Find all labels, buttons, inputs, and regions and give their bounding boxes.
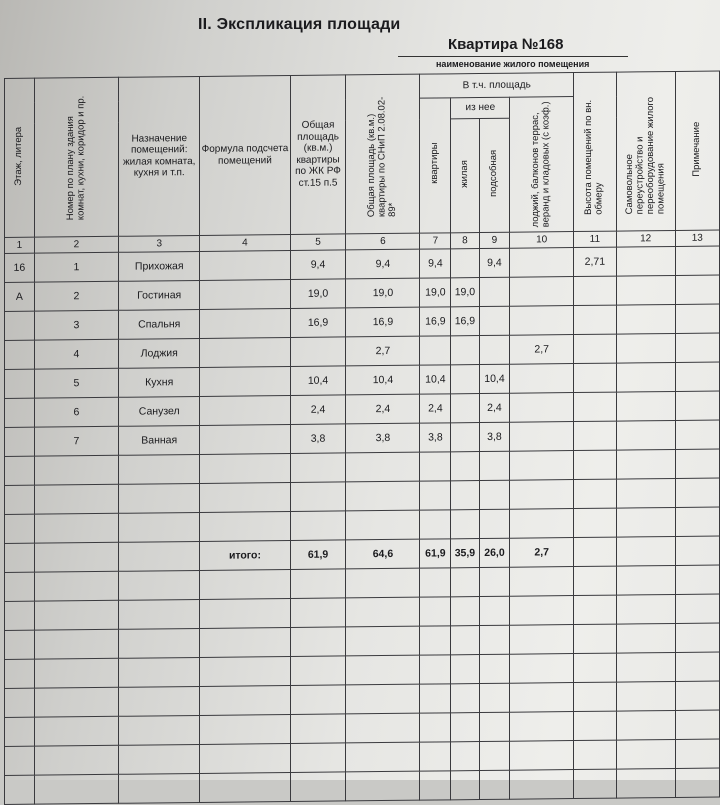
page-title: II. Экспликация площади — [198, 16, 401, 33]
area-zhk-cell: 9,4 — [290, 249, 346, 279]
empty-cell — [119, 541, 200, 571]
empty-cell — [675, 565, 719, 594]
empty-cell — [200, 656, 290, 686]
empty-cell — [616, 507, 675, 537]
area-zhk-cell: 16,9 — [290, 307, 346, 337]
header-formula: Формула подсчета помещений — [200, 76, 290, 235]
area-snip-cell: 2,4 — [346, 394, 420, 424]
empty-cell — [510, 508, 574, 538]
empty-cell — [346, 597, 420, 627]
empty-cell — [420, 654, 451, 683]
room-number-cell: 1 — [34, 252, 119, 282]
formula-cell — [200, 250, 290, 280]
empty-cell — [451, 567, 479, 596]
empty-cell — [479, 683, 510, 712]
empty-cell — [5, 630, 35, 659]
empty-cell — [616, 594, 675, 624]
empty-cell — [675, 768, 719, 797]
height-cell — [574, 305, 617, 334]
empty-cell — [34, 745, 119, 775]
auxiliary-area-cell: 9,4 — [479, 248, 510, 277]
empty-cell — [451, 596, 479, 625]
apartment-area-cell: 10,4 — [420, 364, 451, 393]
empty-cell — [420, 770, 451, 799]
empty-cell — [616, 565, 675, 595]
empty-cell — [119, 657, 200, 687]
empty-cell — [479, 480, 510, 509]
empty-cell — [119, 599, 200, 629]
empty-cell — [34, 542, 119, 572]
empty-cell — [420, 451, 451, 480]
formula-cell — [200, 424, 290, 454]
empty-cell — [616, 449, 675, 479]
empty-cell — [510, 595, 574, 625]
floor-cell: А — [5, 282, 35, 311]
unauthorized-cell — [616, 420, 675, 450]
empty-cell — [479, 654, 510, 683]
empty-cell — [290, 597, 346, 627]
floor-cell: 16 — [5, 253, 35, 282]
empty-cell — [616, 623, 675, 653]
empty-cell — [346, 742, 420, 772]
unauthorized-cell — [616, 362, 675, 392]
empty-cell — [200, 453, 290, 483]
loggia-area-cell — [510, 363, 574, 393]
empty-cell — [479, 509, 510, 538]
empty-cell — [200, 511, 290, 541]
total-s5-cell: 61,9 — [290, 539, 346, 569]
empty-cell — [479, 625, 510, 654]
height-cell — [574, 276, 617, 305]
empty-cell — [5, 746, 35, 775]
empty-cell — [574, 711, 617, 740]
empty-cell — [675, 507, 719, 536]
area-snip-cell: 10,4 — [346, 365, 420, 395]
empty-cell — [574, 537, 617, 566]
formula-cell — [200, 337, 290, 367]
header-apartment-area: квартиры — [420, 98, 451, 233]
total-s8-cell: 35,9 — [451, 538, 479, 567]
empty-cell — [574, 566, 617, 595]
empty-cell — [34, 629, 119, 659]
empty-cell — [34, 513, 119, 543]
empty-cell — [675, 478, 719, 507]
empty-cell — [420, 683, 451, 712]
area-zhk-cell: 2,4 — [290, 394, 346, 424]
header-unauthorized: Самовольное переустройство и переоборудование жилого помещения — [616, 71, 675, 230]
empty-cell — [451, 451, 479, 480]
unauthorized-cell — [616, 333, 675, 363]
empty-cell — [346, 626, 420, 656]
empty-cell — [5, 456, 35, 485]
header-incl-area: В т.ч. площадь — [420, 73, 574, 99]
empty-cell — [510, 479, 574, 509]
empty-cell — [510, 769, 574, 799]
apartment-area-cell: 3,8 — [420, 422, 451, 451]
area-snip-cell: 3,8 — [346, 423, 420, 453]
empty-cell — [119, 686, 200, 716]
empty-cell — [451, 654, 479, 683]
header-auxiliary: подсобная — [479, 118, 510, 232]
empty-cell — [510, 711, 574, 741]
area-zhk-cell: 19,0 — [290, 278, 346, 308]
note-cell — [675, 304, 719, 333]
empty-cell — [451, 625, 479, 654]
area-zhk-cell — [290, 336, 346, 366]
empty-cell — [479, 567, 510, 596]
room-name-cell: Кухня — [119, 367, 200, 397]
empty-cell — [5, 659, 35, 688]
empty-cell — [346, 481, 420, 511]
room-number-cell: 2 — [34, 281, 119, 311]
empty-cell — [510, 653, 574, 683]
living-area-cell — [451, 364, 479, 393]
loggia-area-cell — [510, 305, 574, 335]
empty-cell — [34, 571, 119, 601]
empty-cell — [675, 536, 719, 565]
apartment-caption: наименование жилого помещения — [436, 59, 590, 69]
empty-cell — [451, 480, 479, 509]
auxiliary-area-cell — [479, 306, 510, 335]
apartment-area-cell — [420, 335, 451, 364]
empty-cell — [616, 652, 675, 682]
loggia-area-cell — [510, 247, 574, 277]
apartment-area-cell: 9,4 — [420, 248, 451, 277]
empty-cell — [5, 717, 35, 746]
empty-cell — [34, 455, 119, 485]
empty-cell — [200, 482, 290, 512]
room-number-cell: 3 — [34, 310, 119, 340]
header-loggia: лоджий, балконов террас, веранд и кладовых (с коэф.) — [510, 97, 574, 232]
empty-cell — [290, 771, 346, 801]
empty-cell — [675, 594, 719, 623]
empty-cell — [420, 712, 451, 741]
empty-cell — [675, 739, 719, 768]
empty-cell — [346, 713, 420, 743]
room-name-cell: Лоджия — [119, 338, 200, 368]
explication-table — [4, 71, 720, 805]
empty-cell — [510, 682, 574, 712]
formula-cell — [200, 308, 290, 338]
empty-cell — [574, 682, 617, 711]
empty-cell — [290, 713, 346, 743]
empty-cell — [119, 454, 200, 484]
area-snip-cell: 9,4 — [346, 249, 420, 279]
empty-cell — [574, 508, 617, 537]
empty-cell — [119, 512, 200, 542]
empty-cell — [510, 624, 574, 654]
empty-cell — [451, 770, 479, 799]
empty-cell — [119, 715, 200, 745]
unauthorized-cell — [616, 275, 675, 305]
empty-cell — [451, 741, 479, 770]
empty-cell — [346, 684, 420, 714]
room-number-cell: 5 — [34, 368, 119, 398]
area-zhk-cell: 10,4 — [290, 365, 346, 395]
empty-cell — [290, 684, 346, 714]
empty-cell — [5, 688, 35, 717]
empty-cell — [119, 570, 200, 600]
height-cell — [574, 334, 617, 363]
loggia-area-cell — [510, 392, 574, 422]
column-numbers-row: 1 2 3 4 5 6 7 8 9 10 11 12 13 — [5, 230, 720, 253]
empty-cell — [420, 596, 451, 625]
empty-cell — [420, 741, 451, 770]
area-snip-cell: 16,9 — [346, 307, 420, 337]
empty-cell — [420, 509, 451, 538]
header-total-area-snip: Общая площадь (кв.м.) квартиры по СНиП 2.08.02-89* — [346, 74, 420, 233]
total-s7-cell: 61,9 — [420, 538, 451, 567]
living-area-cell — [451, 422, 479, 451]
empty-cell — [574, 595, 617, 624]
empty-cell — [616, 768, 675, 798]
empty-cell — [200, 772, 290, 802]
note-cell — [675, 391, 719, 420]
empty-cell — [5, 775, 35, 804]
empty-cell — [420, 480, 451, 509]
empty-cell — [34, 658, 119, 688]
apartment-number: Квартира №168 — [448, 36, 564, 53]
empty-cell — [675, 449, 719, 478]
empty-cell — [479, 451, 510, 480]
room-name-cell: Спальня — [119, 309, 200, 339]
note-cell — [675, 420, 719, 449]
empty-cell — [616, 478, 675, 508]
empty-cell — [479, 596, 510, 625]
auxiliary-area-cell — [479, 335, 510, 364]
height-cell: 2,71 — [574, 247, 617, 276]
auxiliary-area-cell: 10,4 — [479, 364, 510, 393]
empty-cell — [510, 450, 574, 480]
unauthorized-cell — [616, 391, 675, 421]
empty-cell — [34, 600, 119, 630]
height-cell — [574, 421, 617, 450]
formula-cell — [200, 395, 290, 425]
header-total-area-zhk: Общая площадь (кв.м.) квартиры по ЖК РФ ст.15 п.5 — [290, 75, 346, 234]
total-s6-cell: 64,6 — [346, 539, 420, 569]
empty-cell — [675, 710, 719, 739]
empty-cell — [574, 740, 617, 769]
empty-cell — [510, 566, 574, 596]
empty-cell — [290, 626, 346, 656]
header-height: Высота помещений по вн. обмеру — [574, 72, 617, 231]
loggia-area-cell: 2,7 — [510, 334, 574, 364]
empty-cell — [290, 510, 346, 540]
header-of-which: из нее — [451, 97, 510, 119]
room-number-cell: 6 — [34, 397, 119, 427]
empty-cell — [200, 569, 290, 599]
living-area-cell — [451, 248, 479, 277]
floor-cell — [5, 340, 35, 369]
living-area-cell — [451, 393, 479, 422]
area-snip-cell: 19,0 — [346, 278, 420, 308]
empty-cell — [451, 509, 479, 538]
empty-cell — [200, 598, 290, 628]
empty-cell — [290, 481, 346, 511]
floor-cell — [5, 369, 35, 398]
empty-cell — [5, 543, 35, 572]
area-zhk-cell: 3,8 — [290, 423, 346, 453]
room-number-cell: 4 — [34, 339, 119, 369]
room-name-cell: Санузел — [119, 396, 200, 426]
empty-cell — [420, 625, 451, 654]
living-area-cell: 16,9 — [451, 306, 479, 335]
empty-row — [5, 768, 720, 804]
empty-cell — [200, 627, 290, 657]
formula-cell — [200, 279, 290, 309]
auxiliary-area-cell — [479, 277, 510, 306]
total-s9-cell: 26,0 — [479, 538, 510, 567]
apartment-underline — [398, 56, 628, 57]
empty-cell — [200, 685, 290, 715]
room-name-cell: Ванная — [119, 425, 200, 455]
empty-cell — [616, 710, 675, 740]
empty-cell — [34, 484, 119, 514]
empty-cell — [290, 742, 346, 772]
empty-cell — [420, 567, 451, 596]
empty-cell — [479, 712, 510, 741]
height-cell — [574, 392, 617, 421]
living-area-cell: 19,0 — [451, 277, 479, 306]
empty-cell — [574, 479, 617, 508]
empty-cell — [616, 536, 675, 566]
living-area-cell — [451, 335, 479, 364]
empty-cell — [574, 624, 617, 653]
empty-cell — [5, 601, 35, 630]
floor-cell — [5, 311, 35, 340]
empty-cell — [574, 653, 617, 682]
empty-cell — [616, 739, 675, 769]
loggia-area-cell — [510, 276, 574, 306]
empty-cell — [574, 450, 617, 479]
empty-cell — [616, 681, 675, 711]
apartment-area-cell: 2,4 — [420, 393, 451, 422]
empty-cell — [34, 774, 119, 804]
floor-cell — [5, 427, 35, 456]
room-name-cell: Прихожая — [119, 251, 200, 281]
header-note: Примечание — [675, 71, 719, 230]
loggia-area-cell — [510, 421, 574, 451]
unauthorized-cell — [616, 246, 675, 276]
empty-cell — [479, 770, 510, 799]
empty-cell — [119, 483, 200, 513]
header-floor: Этаж, литера — [5, 78, 35, 237]
empty-cell — [290, 568, 346, 598]
empty-cell — [34, 716, 119, 746]
empty-cell — [200, 743, 290, 773]
height-cell — [574, 363, 617, 392]
auxiliary-area-cell: 2,4 — [479, 393, 510, 422]
note-cell — [675, 275, 719, 304]
empty-cell — [479, 741, 510, 770]
empty-cell — [675, 623, 719, 652]
empty-cell — [574, 769, 617, 798]
apartment-area-cell: 16,9 — [420, 306, 451, 335]
empty-cell — [5, 572, 35, 601]
header-room-purpose: Назначение помещений: жилая комната, кухня и т.п. — [119, 76, 200, 235]
empty-cell — [5, 485, 35, 514]
total-label-cell: итого: — [200, 540, 290, 570]
empty-cell — [119, 744, 200, 774]
unauthorized-cell — [616, 304, 675, 334]
empty-cell — [119, 628, 200, 658]
note-cell — [675, 246, 719, 275]
empty-cell — [675, 652, 719, 681]
empty-cell — [346, 771, 420, 801]
empty-cell — [510, 740, 574, 770]
empty-cell — [346, 510, 420, 540]
auxiliary-area-cell: 3,8 — [479, 422, 510, 451]
empty-cell — [290, 452, 346, 482]
header-room-number: Номер по плану здания комнат, кухни, коридор и пр. — [34, 77, 119, 236]
empty-cell — [346, 655, 420, 685]
empty-cell — [5, 514, 35, 543]
formula-cell — [200, 366, 290, 396]
header-living: жилая — [451, 119, 479, 233]
empty-cell — [34, 687, 119, 717]
apartment-area-cell: 19,0 — [420, 277, 451, 306]
empty-cell — [346, 452, 420, 482]
empty-cell — [451, 683, 479, 712]
floor-cell — [5, 398, 35, 427]
empty-cell — [290, 655, 346, 685]
total-s10-cell: 2,7 — [510, 537, 574, 567]
empty-cell — [200, 714, 290, 744]
room-number-cell: 7 — [34, 426, 119, 456]
room-name-cell: Гостиная — [119, 280, 200, 310]
empty-cell — [451, 712, 479, 741]
note-cell — [675, 362, 719, 391]
note-cell — [675, 333, 719, 362]
empty-cell — [119, 773, 200, 803]
empty-cell — [675, 681, 719, 710]
area-snip-cell: 2,7 — [346, 336, 420, 366]
empty-cell — [346, 568, 420, 598]
